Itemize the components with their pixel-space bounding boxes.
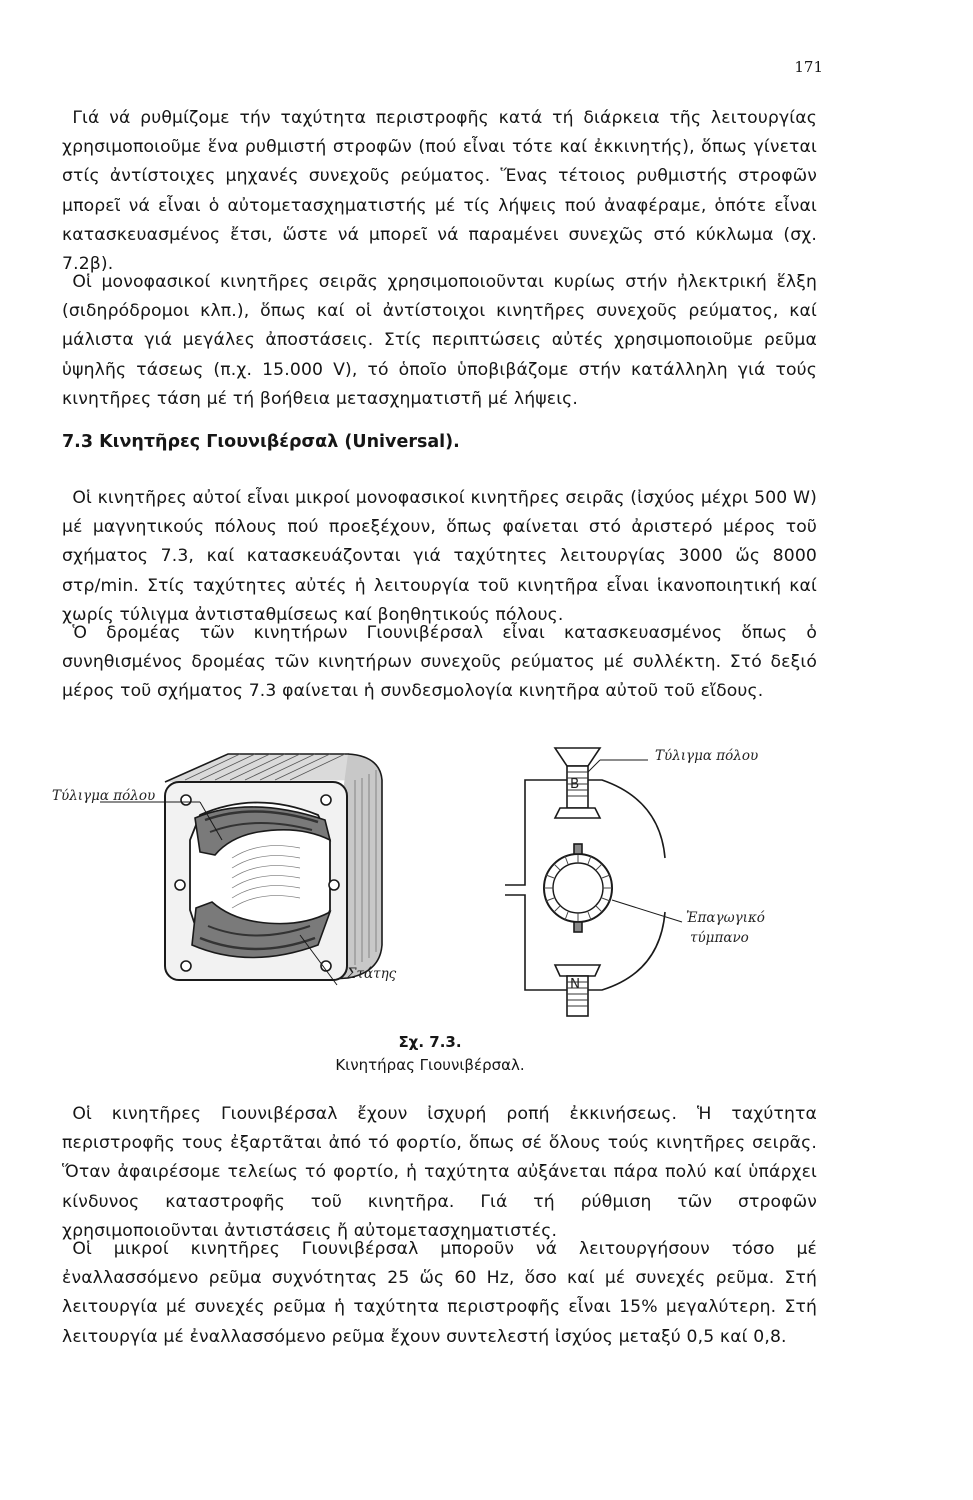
label-pole-north: N xyxy=(570,976,581,992)
page-number: 171 xyxy=(794,58,823,76)
label-pole-south: B xyxy=(570,776,580,792)
label-commutator-line2: τύμπανο xyxy=(690,930,749,946)
figure-7-3 xyxy=(0,740,973,1080)
label-stator: Στάτης xyxy=(347,966,397,982)
paragraph-traction-use: Οἱ μονοφασικοί κινητῆρες σειρᾶς χρησιμοποιοῦνται κυρίως στήν ἠλεκτρική ἕλξη (σιδηρόδρομοι κλπ.), ὅπως καί οἱ ἀντίστοιχοι κινητῆρες συνεχοῦς ρεύματος, καί μάλιστα γιά μεγάλες ἀποστάσεις. Στίς περιπτώσεις αὐτές χρησιμοποιοῦμε ρεῦμα ὑψηλῆς τάσεως (π.χ. 15.000 V), τό ὁποῖο ὑποβιβάζομε στήν κατάλληλη γιά τούς κινητῆρες τάση μέ τή βοήθεια μετασχηματιστῆ μέ λήψεις. xyxy=(62,272,817,409)
paragraph-rotor-description: Ὁ δρομέας τῶν κινητήρων Γιουνιβέρσαλ εἶναι κατασκευασμένος ὅπως ὁ συνηθισμένος δρομέας τῶν κινητήρων συνεχοῦς ρεύματος μέ συλλέκτη. Στό δεξιό μέρος τοῦ σχήματος 7.3 φαίνεται ἡ συνδεσμολογία κινητῆρα αὐτοῦ τοῦ εἴδους. xyxy=(62,623,817,702)
paragraph-universal-description: Οἱ κινητῆρες αὐτοί εἶναι μικροί μονοφασικοί κινητῆρες σειρᾶς (ἰσχύος μέχρι 500 W) μέ μαγνητικούς πόλους πού προεξέχουν, ὅπως φαίνεται στό ἀριστερό μέρος τοῦ σχήματος 7.3, καί κατασκευάζονται γιά ταχύτητες λειτουργίας 3000 ὥς 8000 στρ/min. Στίς ταχύτητες αὐτές ἡ λειτουργία τοῦ κινητῆρα εἶναι ἱκανοποιητική καί χωρίς τύλιγμα ἀντισταθμίσεως καί βοηθητικούς πόλους. xyxy=(62,488,817,625)
connection-diagram xyxy=(505,748,682,1016)
paragraph-speed-regulation: Γιά νά ρυθμίζομε τήν ταχύτητα περιστροφῆς κατά τή διάρκεια τῆς λειτουργίας χρησιμοποιοῦμε ἕνα ρυθμιστή στροφῶν (πού εἶναι τότε καί ἐκκινητής), ὅπως γίνεται στίς ἀντίστοιχες μηχανές συνεχοῦς ρεύματος. Ἕνας τέτοιος ρυθμιστής στροφῶν μπορεῖ νά εἶναι ὁ αὐτομετασχηματιστής μέ τίς λήψεις πού ἀναφέραμε, ὁπότε εἶναι κατασκευασμένος ἔτσι, ὥστε νά μπορεῖ νά παραμένει συνεχῶς στό κύκλωμα (σχ. 7.2β). xyxy=(62,108,817,275)
label-pole-winding-left: Τύλιγμα πόλου xyxy=(52,788,156,804)
figure-caption-text: Κινητήρας Γιουνιβέρσαλ. xyxy=(335,1056,525,1074)
section-heading: 7.3 Κινητῆρες Γιουνιβέρσαλ (Universal). xyxy=(62,432,460,452)
figure-caption-title: Σχ. 7.3. xyxy=(398,1033,462,1051)
paragraph-universal-characteristics: Οἱ κινητῆρες Γιουνιβέρσαλ ἔχουν ἰσχυρή ροπή ἐκκινήσεως. Ἡ ταχύτητα περιστροφῆς τους ἐξαρτᾶται ἀπό τό φορτίο, ὅπως σέ ὅλους τούς κινητῆρες σειρᾶς. Ὅταν ἀφαιρέσομε τελείως τό φορτίο, ἡ ταχύτητα αὐξάνεται πάρα πολύ καί ὑπάρχει κίνδυνος καταστροφῆς τοῦ κινητῆρα. Γιά τή ρύθμιση τῶν στροφῶν χρησιμοποιοῦνται ἀντιστάσεις ἤ αὐτομετασχηματιστές. xyxy=(62,1104,817,1241)
label-commutator-line1: Ἐπαγωγικό xyxy=(686,910,765,926)
label-pole-winding-right: Τύλιγμα πόλου xyxy=(655,748,759,764)
paragraph-universal-ac-dc: Οἱ μικροί κινητῆρες Γιουνιβέρσαλ μποροῦν νά λειτουργήσουν τόσο μέ ἐναλλασσόμενο ρεῦμα συχνότητας 25 ὥς 60 Hz, ὅσο καί μέ συνεχές ρεῦμα. Στή λειτουργία μέ συνεχές ρεῦμα ἡ ταχύτητα περιστροφῆς εἶναι 15% μεγαλύτερη. Στή λειτουργία μέ ἐναλλασσόμενο ρεῦμα ἔχουν συντελεστή ἰσχύος μεταξύ 0,5 καί 0,8. xyxy=(62,1239,817,1347)
